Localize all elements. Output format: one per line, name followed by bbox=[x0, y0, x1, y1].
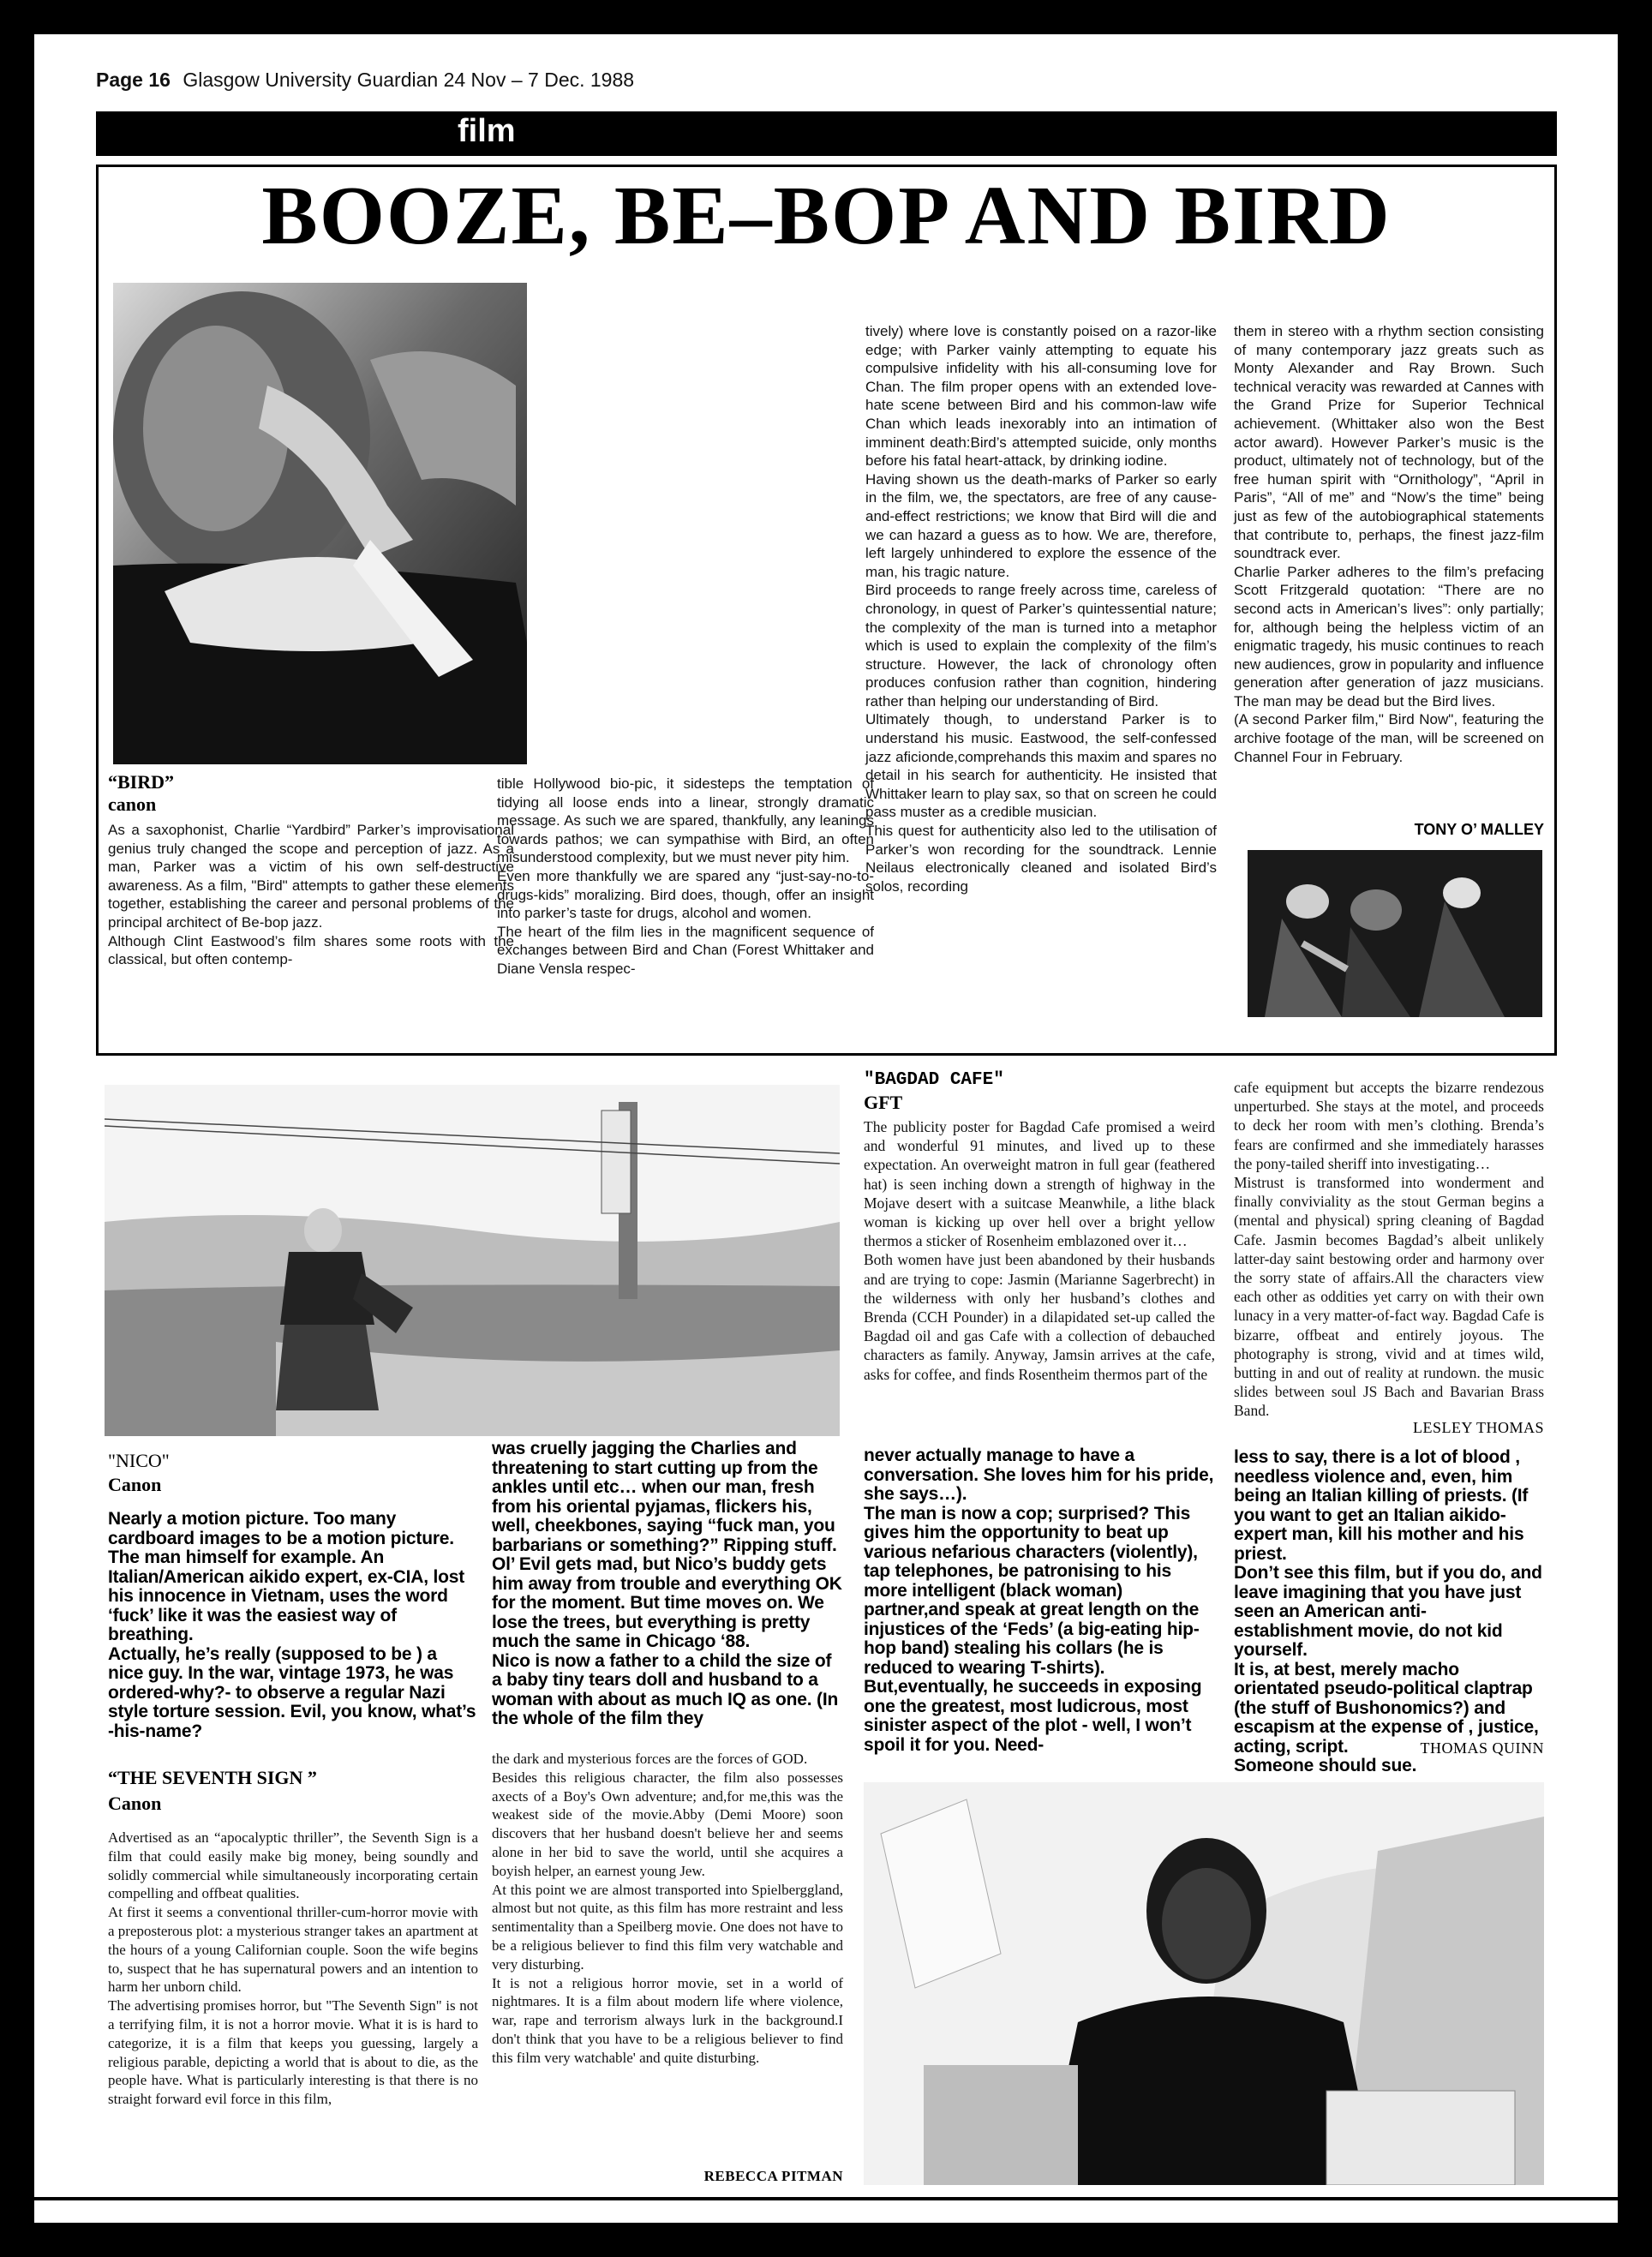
seventh-sign-column-1 bbox=[108, 1829, 478, 2109]
nico-column-1 bbox=[108, 1510, 476, 1741]
headline: BOOZE, BE–BOP AND BIRD bbox=[261, 170, 1392, 262]
nico-review-venue: Canon bbox=[108, 1474, 162, 1495]
paragraph: tible Hollywood bio-pic, it sidesteps the temptation of tidying all loose ends into a linear, strongly dramatic message. As such we are spared, thankfully, any leanings towards pathos; we can sympathise with Bird, an often misunderstood complexity, but we must never pity him. bbox=[497, 775, 874, 866]
paragraph: Nico is now a father to a child the size of a baby tiny tears doll and husband to a woman with about as much IQ as one. (In the whole of the film they bbox=[492, 1650, 839, 1728]
page-bottom-rule bbox=[34, 2197, 1618, 2200]
paragraph: Even more thankfully we are spared any “just-say-no-to-drugs-kids” moralizing. Bird does, though, offer an insight into parker’s taste for drugs, alcohol and women. bbox=[497, 867, 874, 922]
bagdad-review-venue: GFT bbox=[864, 1092, 903, 1113]
paragraph: It is not a religious horror movie, set in a world of nightmares. It is a film about modern life where violence, war, rape and terrorism always lurk in the background.I don't think that you have to be a religious believer to find this film very watchable' and quite disturbing. bbox=[492, 1974, 843, 2066]
paragraph: less to say, there is a lot of blood , needless violence and, even, him being an Italian killing of priests. (If you want to get an Italian aikido-expert man, kill his mother and his priest. bbox=[1234, 1447, 1529, 1564]
paragraph: Having shown us the death-marks of Parker so early in the film, we, the spectators, are free of any cause-and-effect restrictions; we know that Bird will die and we can hazard a guess as to how. We are, therefore, left largely unhindered to explore the essence of the man, his tragic nature. bbox=[865, 470, 1217, 580]
paragraph: never actually manage to have a conversation. She loves him for his pride, she says…). bbox=[864, 1446, 1214, 1504]
paragraph: Bird proceeds to range freely across time, careless of chronology, in quest of Parker’s quintessential nature; the complexity of the man is turned into a metaphor which is used to explain the complexity of the film’s structure. However, the lack of chronology often produces confusion rather than cognition, hindering rather than helping our understanding of Bird. bbox=[865, 582, 1217, 709]
bagdad-byline: LESLEY THOMAS bbox=[1412, 1419, 1544, 1436]
road-motel-photo bbox=[105, 1085, 840, 1436]
paragraph: The heart of the film lies in the magnificent sequence of exchanges between Bird and Chan (Forest Whittaker and Diane Vensla respec- bbox=[497, 923, 874, 977]
seventh-sign-review-title: “THE SEVENTH SIGN ” bbox=[108, 1767, 317, 1788]
nico-review-title: "NICO" bbox=[108, 1450, 170, 1471]
paragraph: Ultimately though, to understand Parker is to understand his music. Eastwood, the self-confessed jazz aficionde,comprehands this maxim and spares no detail in his search for authenticity. He insisted that Whittaker learn to play sax, so that on screen he could pass muster as a credible musician. bbox=[865, 711, 1217, 821]
paragraph: Both women have just been abandoned by their husbands and are trying to cope: Jasmin (Marianne Sagerbrecht) in the wilderness with only her husband’s clothes and Brenda (CCH Pounder) in a dilapidated set-up called the Bagdad oil and gas Cafe with a collection of debauched characters as family. Anyway, Jamsin arrives at the cafe, asks for coffee, and finds Rosentheim thermos part of the bbox=[864, 1251, 1215, 1383]
seventh-sign-column-2 bbox=[492, 1750, 843, 2068]
bird-column-4 bbox=[1234, 322, 1544, 766]
paragraph: At first it seems a conventional thriller-cum-horror movie with a preposterous plot: a mysterious stranger takes an apartment at the hours of a young Californian couple. Soon the wife begins to, suspect that he has supernatural powers and an intention to harm her unborn child. bbox=[108, 1904, 478, 1996]
nico-column-2 bbox=[492, 1440, 843, 1729]
paragraph: (A second Parker film," Bird Now", featuring the archive footage of the man, will be screened on Channel Four in February. bbox=[1234, 711, 1544, 765]
bird-column-3 bbox=[865, 322, 1217, 895]
bird-band-photo bbox=[1248, 850, 1542, 1017]
paragraph: But,eventually, he succeeds in exposing one the greatest, most ludicrous, most sinister aspect of the plot - well, I won’t spoil it for you. Need- bbox=[864, 1677, 1202, 1755]
publication-line: Glasgow University Guardian 24 Nov – 7 Dec. 1988 bbox=[183, 69, 635, 91]
photo-illustration bbox=[113, 283, 527, 764]
bird-review-venue: canon bbox=[108, 793, 157, 815]
paragraph: This quest for authenticity also led to the utilisation of Parker’s won recording for the soundtrack. Lennie Neilaus electronically cleaned and isolated Bird’s solos, recording bbox=[865, 823, 1217, 895]
man-portrait-illustration bbox=[864, 1782, 1544, 2185]
nico-column-3 bbox=[864, 1446, 1215, 1755]
paragraph: Someone should sue. bbox=[1234, 1756, 1417, 1775]
paragraph: At this point we are almost transported into Spielberggland, almost but not quite, as this film has more restraint and less sentimentality than a Speilberg movie. One does not have to be a religious believer to find this film very watchable and very disturbing. bbox=[492, 1881, 843, 1973]
paragraph: Charlie Parker adheres to the film’s prefacing Scott Fritzgerald quotation: “There are no second acts in American’s lives”: only partially; for, although being the helpless victim of an enigmatic tragedy, his music continues to reach new audiences, grow in popularity and influence generation after generation of jazz musicians. The man may be dead but the Bird lives. bbox=[1234, 563, 1544, 709]
paragraph: Ol’ Evil gets mad, but Nico’s buddy gets him away from trouble and everything OK for the moment. But time moves on. We lose the trees, but everything is pretty much the same in Chicago ‘88. bbox=[492, 1554, 842, 1651]
bird-column-2 bbox=[497, 775, 874, 979]
paragraph: Besides this religious character, the film also possesses axects of a Boy's Own adventure; and,for me,this was the weakest side of the movie.Abby (Demi Moore) soon discovers that her husband doesn't believe her and seems alone in her bid to save the world, until she acquires a boyish helper, an earnest young Jew. bbox=[492, 1769, 843, 1879]
seventh-sign-review-venue: Canon bbox=[108, 1793, 162, 1814]
page-header bbox=[96, 69, 634, 92]
paragraph: The publicity poster for Bagdad Cafe promised a weird and wonderful 91 minutes, and lived up to these expectation. An overweight matron in full gear (feathered hat) is seen inching down a strength of highway in the Mojave desert with a suitcase Meanwhile, a lithe black woman is kicking up over hell over a bright yellow thermos a sticker of Rosenheim emblazoned over it… bbox=[864, 1118, 1215, 1250]
page-number: Page 16 bbox=[96, 69, 171, 91]
section-label: film bbox=[458, 113, 516, 149]
bird-byline: TONY O’ MALLEY bbox=[1414, 821, 1544, 838]
bagdad-review-title: "BAGDAD CAFE" bbox=[864, 1070, 1004, 1090]
paragraph: them in stereo with a rhythm section consisting of many contemporary jazz greats such as Monty Alexander and Ray Brown. Such technical veracity was rewarded at Cannes with the Grand Prize for Superior Technical achievement. (Whittaker also won the Best actor award). However Parker’s music is the product, ultimately not of technology, but of the free human spirit with “Ornithology”, “April in Paris”, “All of me” and “Now’s the time” being just as few of the autobiographical statements that contribute to, perhaps, the finest jazz-film soundtrack ever. bbox=[1234, 323, 1544, 562]
paragraph: Nearly a motion picture. Too many cardboard images to be a motion picture. bbox=[108, 1509, 454, 1548]
nico-column-4 bbox=[1234, 1448, 1544, 1776]
bird-saxophone-photo bbox=[113, 283, 527, 764]
paragraph: The advertising promises horror, but "The Seventh Sign" is not a terrifying film, it is not a horror movie. What it is is hard to categorize, it is a film that keeps you guessing, largely a religious parable, depicting a world that is about to die, as the people have. What is particularly interesting is that there is no straight forward evil force in this film, bbox=[108, 1997, 478, 2108]
seventh-sign-byline: REBECCA PITMAN bbox=[703, 2168, 843, 2184]
seventh-sign-photo bbox=[864, 1782, 1544, 2185]
paragraph: cafe equipment but accepts the bizarre rendezous unperturbed. She stays at the motel, and proceeds to deck her room with men’s clothing. Brenda’s fears are confirmed and she immediately harasses the pony-tailed sheriff into investigating… bbox=[1234, 1079, 1544, 1172]
section-bar bbox=[96, 111, 1557, 156]
paragraph: It is, at best, merely macho orientated pseudo-political claptrap (the stuff of Bushonomics?) and escapism at the expense of , justice, acting, script. bbox=[1234, 1659, 1539, 1757]
paragraph: As a saxophonist, Charlie “Yardbird” Parker’s improvisational genius truly changed the scope and perception of jazz. As a man, Parker was a victim of his own self-destructive awareness. As a film, "Bird" attempts to gather these elements together, establishing the career and personal problems of the principal architect of Be-bop jazz. bbox=[108, 822, 514, 931]
newspaper-page bbox=[34, 34, 1618, 2223]
paragraph: Although Clint Eastwood’s film shares some roots with the classical, but often contemp- bbox=[108, 932, 514, 968]
bagdad-column-1 bbox=[864, 1117, 1215, 1384]
road-illustration bbox=[105, 1085, 840, 1436]
paragraph: Advertised as an “apocalyptic thriller”, the Seventh Sign is a film that could easily make big money, being soundly and solidly commercial while simultaneously incorporating certain compelling and offbeat qualities. bbox=[108, 1829, 478, 1902]
paragraph: The man is now a cop; surprised? This gives him the opportunity to beat up various nefarious characters (violently), tap telephones, be patronising to his more intelligent (black woman) partner,and speak at great length on the injustices of the ‘Feds’ (a big-eating hip-hop band) stealing his collars (he is reduced to wearing T-shirts). bbox=[864, 1503, 1200, 1678]
paragraph: Actually, he’s really (supposed to be ) a nice guy. In the war, vintage 1973, he was ordered-why?- to observe a regular Nazi style torture session. Evil, you know, what’s -his-name? bbox=[108, 1643, 476, 1741]
bird-column-1 bbox=[108, 821, 514, 969]
nico-byline: THOMAS QUINN bbox=[1420, 1739, 1544, 1757]
paragraph: Don’t see this film, but if you do, and leave imagining that you have just seen an American anti-establishment movie, do not kid yourself. bbox=[1234, 1563, 1542, 1660]
paragraph: The man himself for example. An Italian/American aikido expert, ex-CIA, lost his innocence in Vietnam, uses the word ‘fuck’ like it was the easiest way of breathing. bbox=[108, 1548, 464, 1644]
bird-review-title: “BIRD” bbox=[108, 771, 175, 793]
paragraph: tively) where love is constantly poised on a razor-like edge; with Parker vainly attempting to equate his compulsive infidelity with his all-consuming love for Chan. The film proper opens with an extended love-hate scene between Bird and his common-law wife Chan which leads inexorably into an intimation of imminent death:Bird’s attempted suicide, only months before his fatal heart-attack, by drinking iodine. bbox=[865, 323, 1217, 470]
paragraph: Mistrust is transformed into wonderment and finally conviviality as the stout German begins a (mental and physical) spring cleaning of Bagdad Cafe. Jasmin becomes Bagdad’s albeit unlikely latter-day saint bestowing order and harmony over the sorry state of affairs.All the characters view each other as oddities yet carry on with their own lunacy in a very matter-of-fact way. Bagdad Cafe is bizarre, offbeat and entirely joyous. The photography is strong, vivid and at times wild, butting in and out of reality at rundown. the music slides between soul JS Bach and Bavarian Brass Band. bbox=[1234, 1174, 1544, 1420]
paragraph: was cruelly jagging the Charlies and threatening to start cutting up from the ankles until etc… when our man, fresh from his oriental pyjamas, flickers his, well, cheekbones, saying “fuck man, you barbarians or something?” Ripping stuff. bbox=[492, 1439, 837, 1555]
bagdad-column-2 bbox=[1234, 1078, 1544, 1421]
band-illustration bbox=[1248, 850, 1542, 1017]
paragraph: the dark and mysterious forces are the forces of GOD. bbox=[492, 1751, 808, 1767]
